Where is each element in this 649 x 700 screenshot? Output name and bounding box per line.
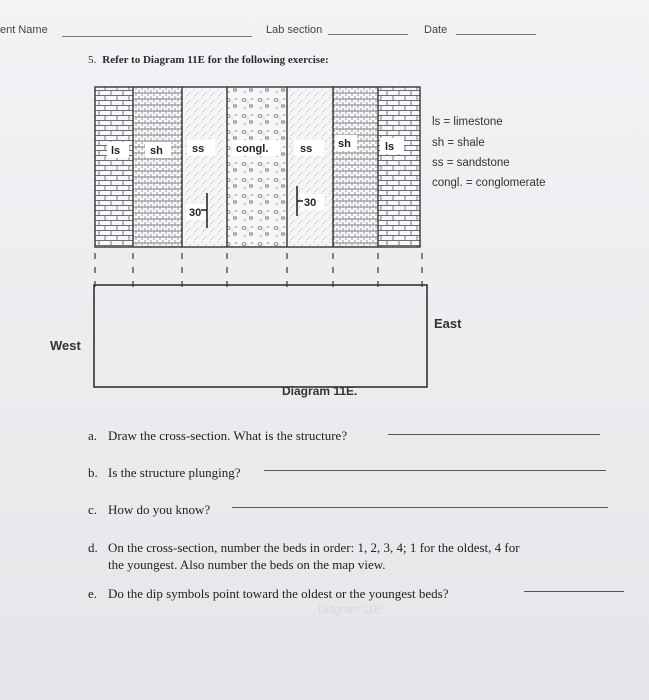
legend-shale: sh = shale [432,137,485,149]
question-letter: d. [88,540,98,555]
question-text: Draw the cross-section. What is the structure? [108,428,348,443]
question-d [88,540,520,556]
student-name-label: ent Name [0,24,48,36]
dip-label-west: 30 [189,207,202,219]
question-c [88,502,210,518]
answer-line-e[interactable] [524,591,624,592]
map-ls-east [378,87,420,247]
date-label: Date [424,24,448,36]
question-letter: b. [88,465,98,480]
diagram-caption: Diagram 11E. [282,384,358,398]
question-text: On the cross-section, number the beds in order: 1, 2, 3, 4; 1 for the oldest, 4 for [108,540,520,555]
bleed-through-text: Diagram 11E [318,604,382,616]
map-ls-west [95,87,133,247]
question-e [88,586,448,602]
question-letter: e. [88,586,98,601]
column-label-sh-east: sh [338,138,351,150]
column-label-ls-west: ls [111,145,121,157]
answer-line-c[interactable] [232,507,608,508]
legend-limestone: ls = limestone [432,116,503,128]
west-label: West [50,338,81,353]
exercise-instruction: Refer to Diagram 11E for the following exercise: [102,54,329,66]
dip-label-east: 30 [304,197,317,209]
legend-conglomerate: congl. = conglomerate [432,177,546,189]
projection-lines [95,253,422,292]
column-label-ss-east: ss [300,143,313,155]
answer-line-b[interactable] [264,470,606,471]
map-sh-west [133,87,182,247]
exercise-number: 5. [88,54,97,66]
lab-section-label: Lab section [266,24,323,36]
question-text: Do the dip symbols point toward the oldest or the youngest beds? [108,586,449,601]
map-ss-west [182,87,227,247]
question-text: Is the structure plunging? [108,465,241,480]
column-label-congl: congl. [236,143,269,155]
map-ss-east [287,87,333,247]
question-letter: c. [88,502,98,517]
question-d-continuation: the youngest. Also number the beds on the map view. [108,557,386,572]
cross-section-box[interactable] [94,285,427,387]
question-text: How do you know? [108,502,211,517]
question-a [88,428,347,444]
answer-line-a[interactable] [388,434,600,435]
map-sh-east [333,87,378,247]
column-label-ss-west: ss [192,143,205,155]
question-letter: a. [88,428,98,443]
east-label: East [434,316,462,331]
column-label-ls-east: ls [385,141,395,153]
map-congl [227,87,287,247]
legend-sandstone: ss = sandstone [432,157,510,169]
question-b [88,465,241,481]
column-label-sh-west: sh [150,145,163,157]
